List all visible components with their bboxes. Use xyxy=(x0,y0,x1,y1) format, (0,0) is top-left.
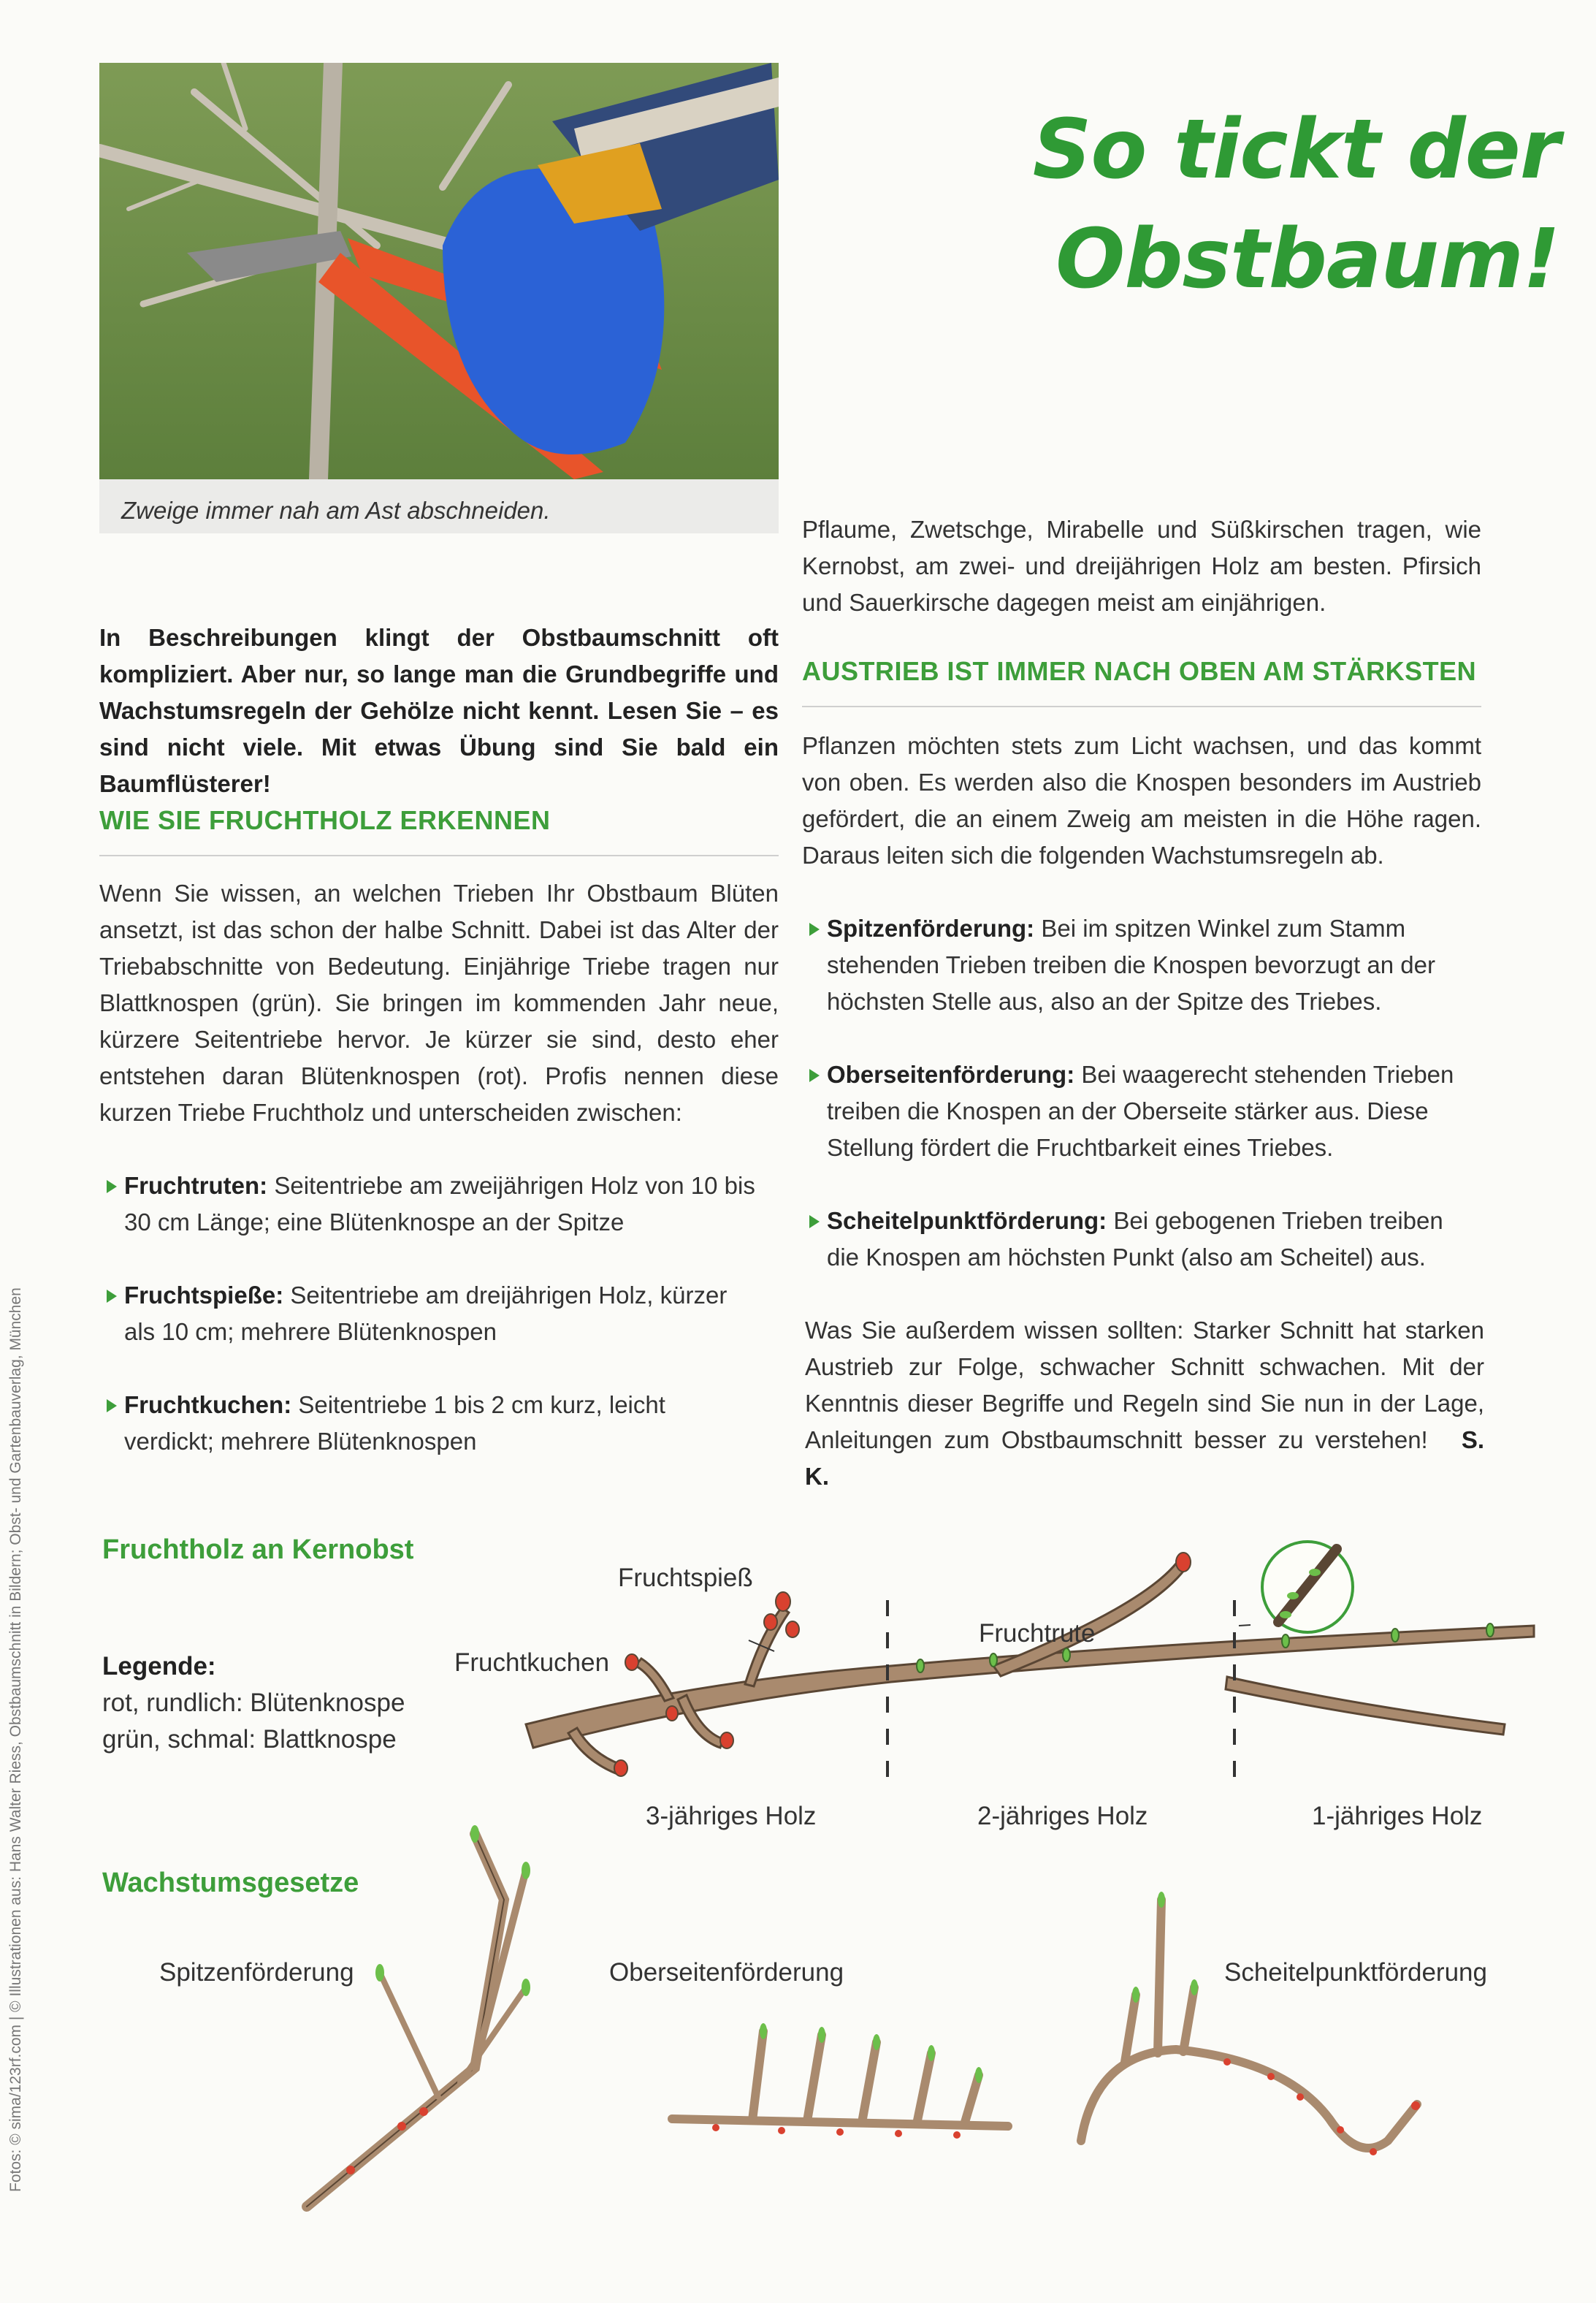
term-text: Seitentriebe am dreijährigen Holz, kürzer als 10 cm; mehrere Blütenknospen xyxy=(124,1282,728,1345)
term-text: Bei waagerecht stehenden Trieben treiben die Knospen an der Oberseite stärker aus. Diese Stellung fördert die Fruchtbarkeit eines Triebes. xyxy=(827,1061,1454,1161)
title-line-1: So tickt der xyxy=(1032,102,1559,197)
closing-text: Was Sie außerdem wissen sollten: Starker Schnitt hat starken Austrieb zur Folge, schwacher Schnitt schwachen. Mit der Kenntnis dieser Begriffe und Regeln sind Sie nun in der Lage, Anleitungen zum Obstbaumschnitt besser zu verstehen! xyxy=(805,1317,1484,1453)
term-text: Bei gebogenen Trieben treiben die Knospen am höchsten Punkt (also am Scheitel) aus. xyxy=(827,1207,1443,1271)
term: Fruchtkuchen: xyxy=(124,1391,292,1418)
oberseitenfoerderung-illustration xyxy=(657,2002,1023,2148)
legend xyxy=(102,1648,405,1758)
right-paragraph-1: Pflaume, Zwetschge, Mirabelle und Süßkirschen tragen, wie Kernobst, am zwei- und dreijährigen Holz am besten. Pfirsich und Sauerkirsche dagegen meist am einjährigen. xyxy=(802,516,1481,616)
label-spitzenfoerderung: Spitzenförderung xyxy=(159,1958,354,1987)
section-heading-fruchtholz: WIE SIE FRUCHTHOLZ ERKENNEN xyxy=(99,805,551,835)
triangle-bullet-icon xyxy=(107,1180,117,1193)
section1-body: Wenn Sie wissen, an welchen Trieben Ihr Obstbaum Blüten ansetzt, ist das schon der halbe Schnitt. Dabei ist das Alter der Triebabschnitte von Bedeutung. Einjährige Triebe tragen nur Blattknospen (grün). Sie bringen im kommenden Jahr neue, kürzere Seitentriebe hervor. Je kürzer sie sind, desto eher entstehen daran Blütenknospen (rot). Profis nennen diese kurzen Triebe Fruchtholz und unterscheiden zwischen: xyxy=(99,880,779,1126)
title-line-2: Obstbaum! xyxy=(1055,212,1559,307)
term: Scheitelpunktförderung: xyxy=(827,1207,1107,1234)
right-paragraph-3 xyxy=(805,1312,1484,1495)
triangle-bullet-icon xyxy=(107,1290,117,1303)
label-fruchtspiess: Fruchtspieß xyxy=(618,1564,753,1592)
photo-image xyxy=(99,63,779,479)
triangle-bullet-icon xyxy=(809,1069,820,1082)
photo-caption: Zweige immer nah am Ast abschneiden. xyxy=(121,497,551,524)
label-oberseitenfoerderung: Oberseitenförderung xyxy=(609,1958,844,1987)
spitzenfoerderung-illustration xyxy=(292,1812,599,2221)
triangle-bullet-icon xyxy=(107,1399,117,1412)
page-title xyxy=(1033,95,1559,314)
triangle-bullet-icon xyxy=(809,1215,820,1228)
legend-line-leaf: grün, schmal: Blattknospe xyxy=(102,1725,397,1754)
label-fruchtkuchen: Fruchtkuchen xyxy=(454,1648,610,1677)
list-item xyxy=(809,910,1481,1020)
list-item xyxy=(107,1387,757,1460)
growth-rules-list xyxy=(809,910,1481,1276)
right-paragraph-2: Pflanzen möchten stets zum Licht wachsen, und das kommt von oben. Es werden also die Knospen besonders im Austrieb gefördert, die an einem Zweig am meisten in die Höhe ragen. Daraus leiten sich die folgenden Wachstumsregeln ab. xyxy=(802,732,1481,869)
term-text: Seitentriebe 1 bis 2 cm kurz, leicht verdickt; mehrere Blütenknospen xyxy=(124,1391,665,1455)
growth-rules-heading: Wachstumsgesetze xyxy=(102,1868,359,1898)
term: Fruchtruten: xyxy=(124,1172,268,1199)
label-3-year-wood: 3-jähriges Holz xyxy=(646,1802,817,1830)
legend-title: Legende: xyxy=(102,1652,216,1680)
list-item xyxy=(809,1203,1481,1276)
intro-lead: In Beschreibungen klingt der Obstbaumschnitt oft kompliziert. Aber nur, so lange man die Grundbegriffe und Wachstumsregeln der Gehölze nicht kennt. Lesen Sie – es sind nicht viele. Mit etwas Übung sind Sie bald ein Baumflüsterer! xyxy=(99,624,779,797)
illustration-heading: Fruchtholz an Kernobst xyxy=(102,1534,414,1565)
term: Fruchtspieße: xyxy=(124,1282,284,1309)
term-text: Bei im spitzen Winkel zum Stamm stehenden Trieben treiben die Knospen bevorzugt an der höchsten Stelle aus, also an der Spitze des Triebes. xyxy=(827,915,1435,1015)
section-divider xyxy=(802,706,1481,707)
scheitelpunktfoerderung-illustration xyxy=(1066,1870,1446,2177)
fruchtholz-list xyxy=(107,1168,757,1460)
label-1-year-wood: 1-jähriges Holz xyxy=(1312,1802,1483,1830)
legend-line-blossom: rot, rundlich: Blütenknospe xyxy=(102,1689,405,1717)
label-fruchtrute: Fruchtrute xyxy=(979,1619,1096,1648)
photo-pruning xyxy=(99,63,779,479)
list-item xyxy=(107,1277,757,1350)
list-item xyxy=(107,1168,757,1241)
label-2-year-wood: 2-jähriges Holz xyxy=(977,1802,1148,1830)
term: Oberseitenförderung: xyxy=(827,1061,1075,1088)
section-heading-austrieb: AUSTRIEB IST IMMER NACH OBEN AM STÄRKSTEN xyxy=(802,656,1477,686)
term: Spitzenförderung: xyxy=(827,915,1035,942)
photo-credits: Fotos: © sima/123rf.com | © Illustrationen aus: Hans Walter Riess, Obstbaumschnitt in Bildern; Obst- und Gartenbauverlag, München xyxy=(7,1287,24,2192)
fruchtholz-branch-illustration xyxy=(482,1520,1556,1790)
term-text: Seitentriebe am zweijährigen Holz von 10 bis 30 cm Länge; eine Blütenknospe an der Spitze xyxy=(124,1172,755,1236)
label-scheitelpunktfoerderung: Scheitelpunktförderung xyxy=(1224,1958,1487,1987)
triangle-bullet-icon xyxy=(809,923,820,936)
list-item xyxy=(809,1057,1481,1166)
author-signature: S. K. xyxy=(805,1426,1484,1490)
section-divider xyxy=(99,855,779,856)
